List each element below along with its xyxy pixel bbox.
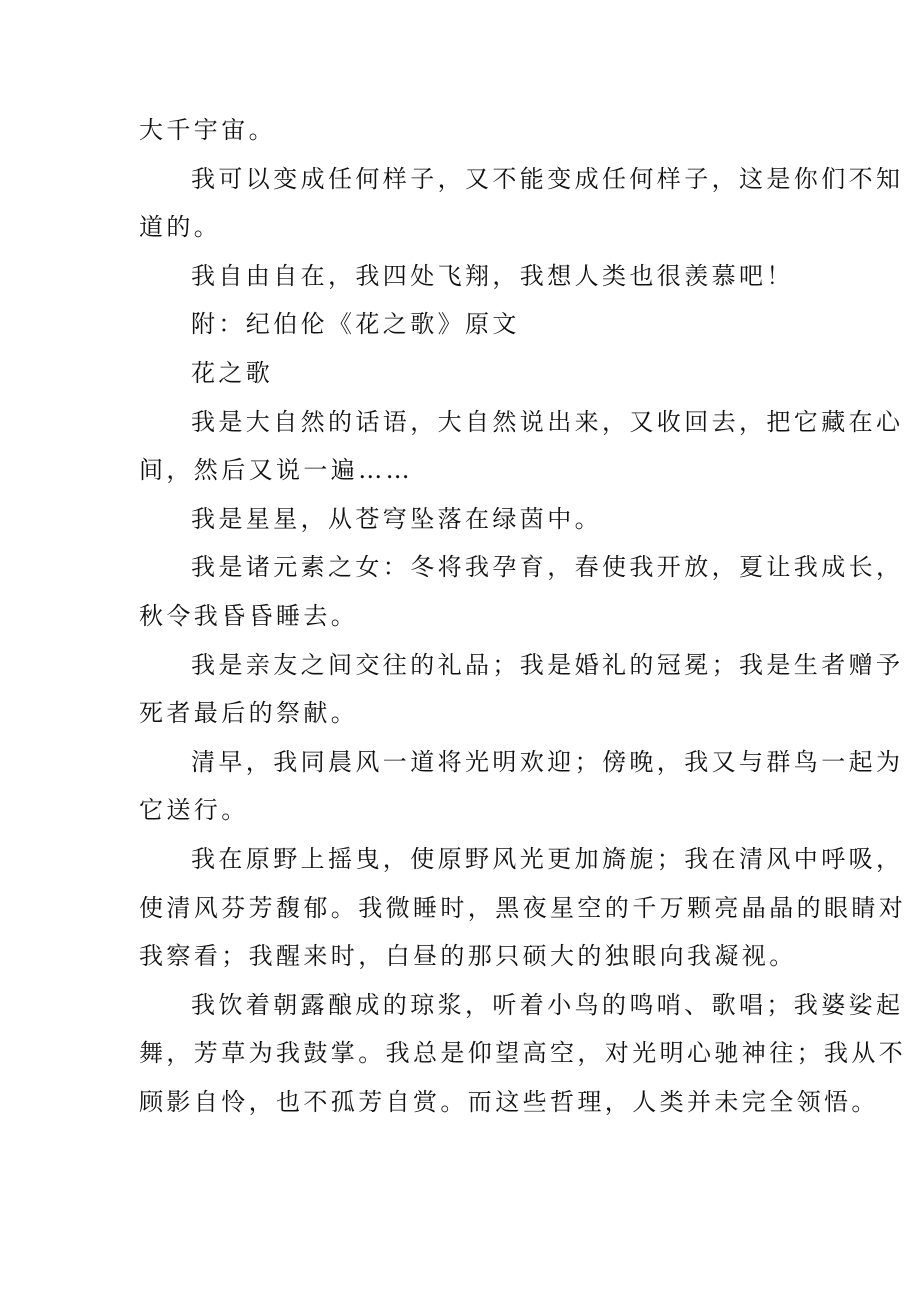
poem-title: 花之歌: [191, 358, 274, 387]
paragraph-first-line: 我饮着朝露酿成的琼浆，听着小鸟的鸣哨、歌唱；我婆娑起: [191, 990, 904, 1019]
text-line-continuation: 死者最后的祭献。: [139, 699, 359, 728]
appendix-heading: 附：纪伯伦《花之歌》原文: [191, 310, 520, 339]
paragraph-first-line: 我是亲友之间交往的礼品；我是婚礼的冠冕；我是生者赠予: [191, 650, 904, 679]
text-line-continuation: 使清风芬芳馥郁。我微睡时，黑夜星空的千万颗亮晶晶的眼睛对: [139, 893, 907, 922]
text-line-continuation: 我察看；我醒来时，白昼的那只硕大的独眼向我凝视。: [139, 942, 797, 971]
text-line-continuation: 舞，芳草为我鼓掌。我总是仰望高空，对光明心驰神往；我从不: [139, 1039, 907, 1068]
text-line-continuation: 顾影自怜，也不孤芳自赏。而这些哲理，人类并未完全领悟。: [139, 1087, 879, 1116]
paragraph-first-line: 我是大自然的话语，大自然说出来，又收回去，把它藏在心: [191, 407, 904, 436]
paragraph-first-line: 我在原野上摇曳，使原野风光更加旖旎；我在清风中呼吸，: [191, 844, 904, 873]
paragraph-first-line: 我是诸元素之女：冬将我孕育，春使我开放，夏让我成长，: [191, 553, 904, 582]
text-line-continuation: 它送行。: [139, 796, 249, 825]
document-body: [139, 106, 907, 1126]
paragraph-first-line: 我自由自在，我四处飞翔，我想人类也很羡慕吧！: [191, 261, 794, 290]
text-line-continuation: 间，然后又说一遍……: [139, 456, 413, 485]
text-line-continuation: 大千宇宙。: [139, 116, 276, 144]
paragraph-first-line: 我可以变成任何样子，又不能变成任何样子，这是你们不知: [191, 164, 904, 193]
paragraph-first-line: 我是星星，从苍穹坠落在绿茵中。: [191, 504, 602, 533]
text-line-continuation: 秋令我昏昏睡去。: [139, 601, 359, 630]
text-line-continuation: 道的。: [139, 213, 222, 242]
paragraph-first-line: 清早，我同晨风一道将光明欢迎；傍晚，我又与群鸟一起为: [191, 747, 904, 776]
